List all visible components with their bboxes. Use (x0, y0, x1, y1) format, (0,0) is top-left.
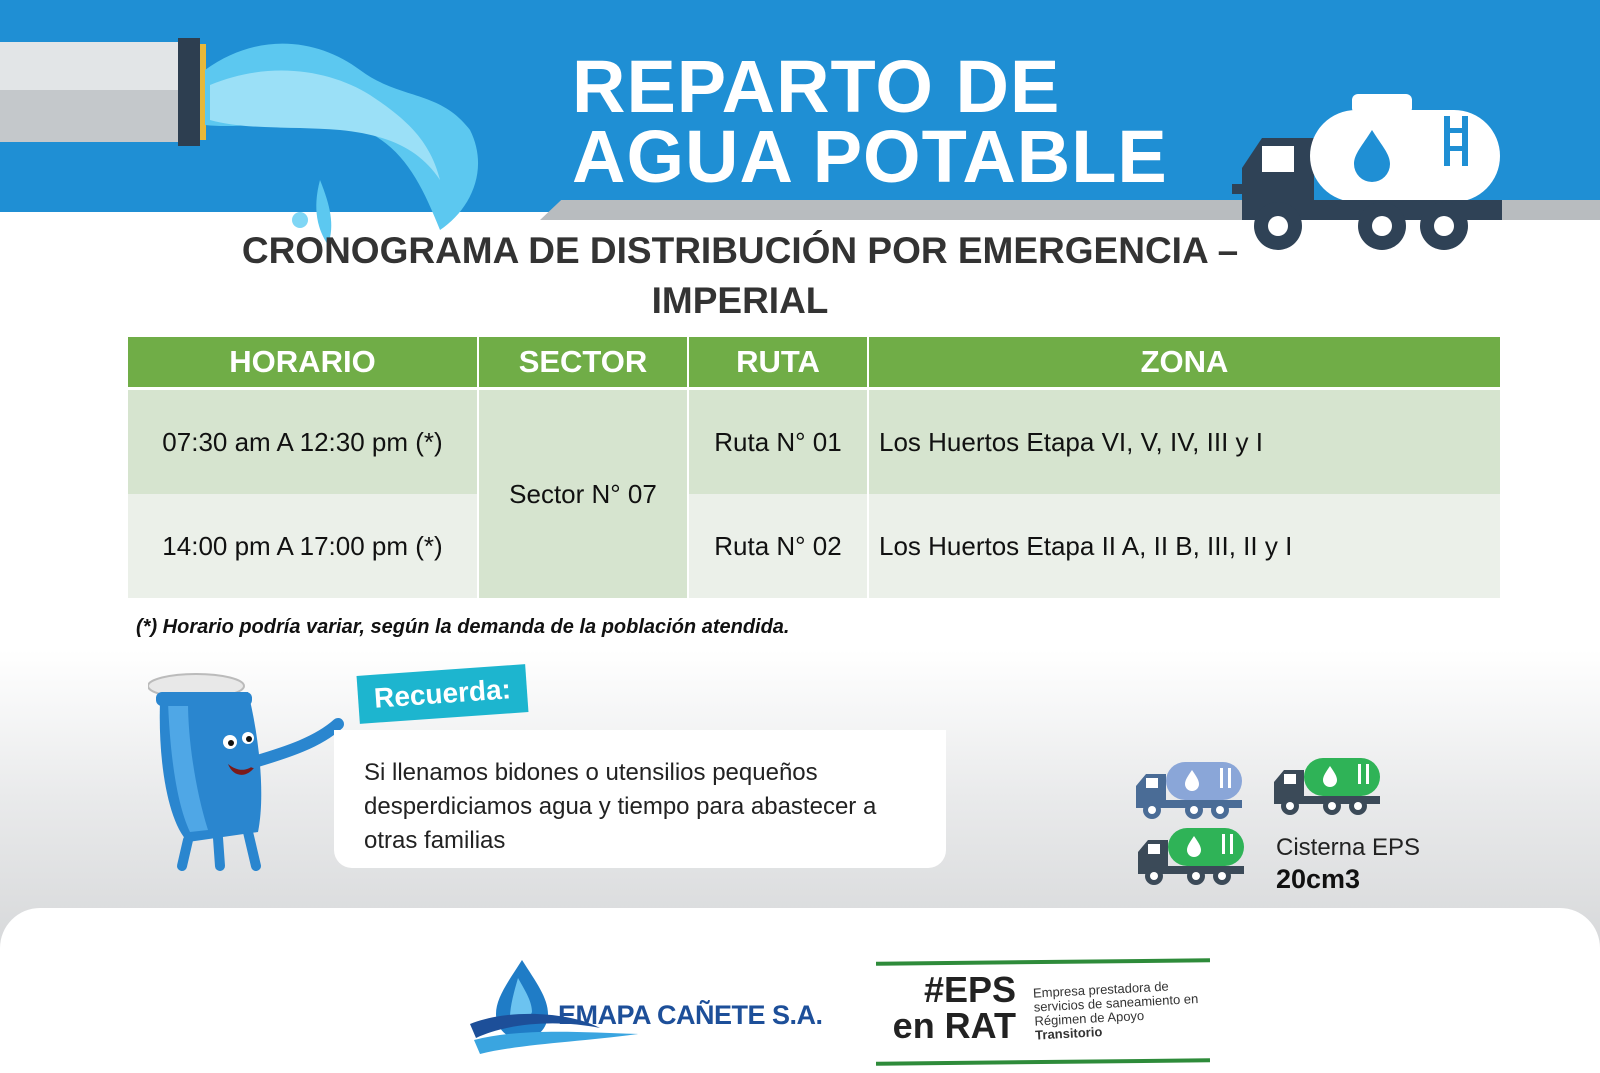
water-truck-icon (1272, 752, 1384, 816)
sector-cell: Sector N° 07 (478, 389, 688, 599)
page-title (572, 45, 1168, 198)
water-pipe-icon (0, 30, 500, 250)
table-row (128, 389, 1500, 495)
table-row (128, 494, 1500, 598)
title-line-2: AGUA POTABLE (572, 115, 1168, 198)
footer (0, 908, 1600, 1073)
column-header-zona: ZONA (868, 337, 1500, 389)
cistern-capacity: 20cm3 (1276, 864, 1361, 894)
ruta-cell: Ruta N° 01 (688, 389, 868, 495)
eps-description-line2: Transitorio (1034, 1024, 1103, 1043)
eps-tag: #EPS en RAT (892, 969, 1016, 1046)
mascot-barrel-icon (148, 672, 348, 872)
eps-rat-badge (876, 960, 1210, 1066)
water-truck-icon (1136, 822, 1248, 886)
company-name: EMAPA CAÑETE S.A. (558, 1000, 823, 1030)
reminder-text: Si llenamos bidones o utensilios pequeños desperdiciamos agua y tiempo para abastecer a otras familias (364, 759, 877, 854)
title-line-1: REPARTO DE (572, 45, 1061, 128)
schedule-subtitle: CRONOGRAMA DE DISTRIBUCIÓN POR EMERGENCIA – IMPERIAL (241, 230, 1239, 321)
eps-divider-bottom (876, 1058, 1210, 1065)
column-header-ruta: RUTA (688, 337, 868, 389)
eps-description-line1: Empresa prestadora de servicios de saneamiento en Régimen de Apoyo (1032, 978, 1199, 1029)
column-header-sector: SECTOR (478, 337, 688, 389)
zona-cell: Los Huertos Etapa VI, V, IV, III y I (868, 389, 1500, 495)
water-truck-icon (1134, 756, 1246, 820)
cistern-label: Cisterna EPS (1276, 834, 1421, 861)
reminder-box (334, 730, 946, 868)
reminder-label: Recuerda: (357, 664, 529, 724)
table-header-row (128, 337, 1500, 389)
zona-cell: Los Huertos Etapa II A, II B, III, II y I (868, 494, 1500, 598)
schedule-footnote: (*) Horario podría variar, según la demanda de la población atendida. (136, 616, 790, 638)
distribution-schedule-table (128, 337, 1500, 598)
eps-description (1033, 977, 1212, 1042)
eps-divider-top (876, 958, 1210, 965)
ruta-cell: Ruta N° 02 (688, 494, 868, 598)
column-header-horario: HORARIO (128, 337, 478, 389)
horario-cell: 14:00 pm A 17:00 pm (*) (128, 494, 478, 598)
horario-cell: 07:30 am A 12:30 pm (*) (128, 389, 478, 495)
